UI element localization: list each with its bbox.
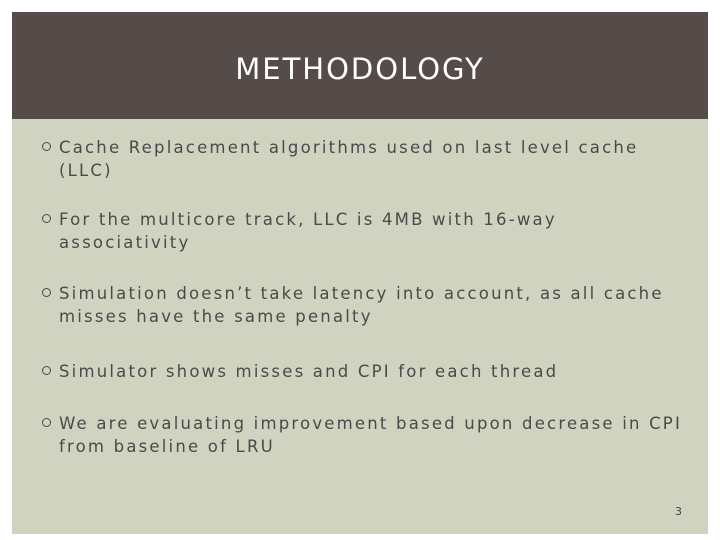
bullet-circle-icon: [42, 142, 51, 151]
bullet-item: [42, 208, 692, 254]
bullet-list: [42, 136, 692, 486]
bullet-text: We are evaluating improvement based upon decrease in CPI from baseline of LRU: [59, 414, 683, 456]
slide-title: METHODOLOGY: [235, 52, 485, 86]
bullet-text: For the multicore track, LLC is 4MB with 16-way associativity: [59, 210, 557, 252]
bullet-circle-icon: [42, 214, 51, 223]
bullet-circle-icon: [42, 288, 51, 297]
bullet-item: [42, 136, 692, 182]
page-number: 3: [675, 505, 682, 518]
bullet-text: Cache Replacement algorithms used on last level cache (LLC): [59, 138, 639, 180]
bullet-item: [42, 412, 692, 458]
bullet-item: [42, 282, 692, 328]
bullet-circle-icon: [42, 418, 51, 427]
bullet-item: [42, 360, 692, 383]
bullet-circle-icon: [42, 366, 51, 375]
bullet-text: Simulator shows misses and CPI for each thread: [59, 362, 559, 381]
title-bar: [12, 12, 708, 119]
bullet-text: Simulation doesn’t take latency into account, as all cache misses have the same penalty: [59, 284, 664, 326]
slide: [12, 12, 708, 534]
